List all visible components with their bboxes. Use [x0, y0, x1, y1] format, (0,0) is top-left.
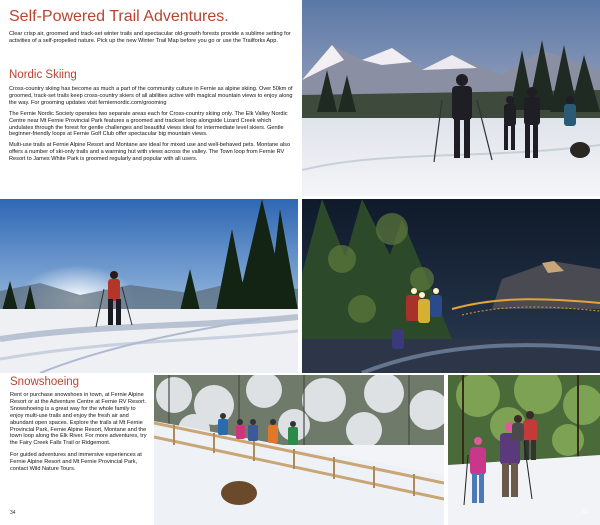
photo-skiers-mountains [302, 0, 600, 196]
photo-kids-snowshoeing [448, 375, 600, 525]
snowshoe-paragraph-1: Rent or purchase snowshoes in town, at Fernie Alpine Resort or at the Adventure Centre at Fernie RV Resort. Snowshoeing is a great way for the whole family to enjoy multi-use trails and enjoy the fresh air and abundant open spaces. Explore the trails at Mt Fernie Provincial Park, Fernie Alpine Resort, Montane and the town loop along the Elk River. For more adventures, try the Fairy Creek Falls Trail or Ridgemont. [10, 392, 147, 447]
photo-skier-sunset [0, 199, 298, 373]
page-number-left: 34 [10, 510, 16, 516]
nordic-paragraph-1: Cross-country skiing has become as much a part of the community culture in Fernie as alpine skiing. Over 50km of groomed, track-set trails keep cross-country skiers of all abilities active with magical mountain views to enjoy along the way. For grooming updates visit ferniernordic.com/grooming [9, 86, 293, 106]
photo-night-skiing [302, 199, 600, 373]
photo-snowshoers-bridge [154, 375, 444, 525]
intro-block [9, 31, 296, 45]
page-title: Self-Powered Trail Adventures. [9, 8, 229, 25]
snowshoe-paragraph-2: For guided adventures and immersive experiences at Fernie Alpine Resort and Mt Fernie Provincial Park, contact Wild Nature Tours. [10, 452, 142, 473]
nordic-heading: Nordic Skiing [9, 69, 77, 81]
page-number-right: 35 [582, 509, 588, 515]
snowshoe-text-block [10, 392, 148, 473]
intro-paragraph: Clear crisp air, groomed and track-set winter trails and spectacular old-growth forests provide a sublime setting for activities of a self-propelled nature. Pick up the new Winter Trail Map before you go or use the Trailforks App. [9, 31, 291, 44]
nordic-paragraph-3: Multi-use trails at Fernie Alpine Resort and Montane are ideal for mixed use and well-behaved pets. Montane also offers a number of ski-only trails and a warming hut with views across the valley. The Town loop from Fernie RV Resort to James White Park is groomed regularly and popular with all users. [9, 142, 291, 163]
nordic-text-block [9, 86, 297, 163]
nordic-paragraph-2: The Fernie Nordic Society operates two separate areas each for Cross-country skiing only. The Elk Valley Nordic Centre near Mt Fernie Provincial Park features a groomed and trackset loop alongside Lizard Creek which undulates through the forest for gentle challenges and beautiful views ideal for intermediate level skiers. Gentle beginner-friendly loops at Fernie Golf Club offer spectacular big mountain views. [9, 110, 288, 138]
snowshoe-heading: Snowshoeing [10, 376, 80, 388]
